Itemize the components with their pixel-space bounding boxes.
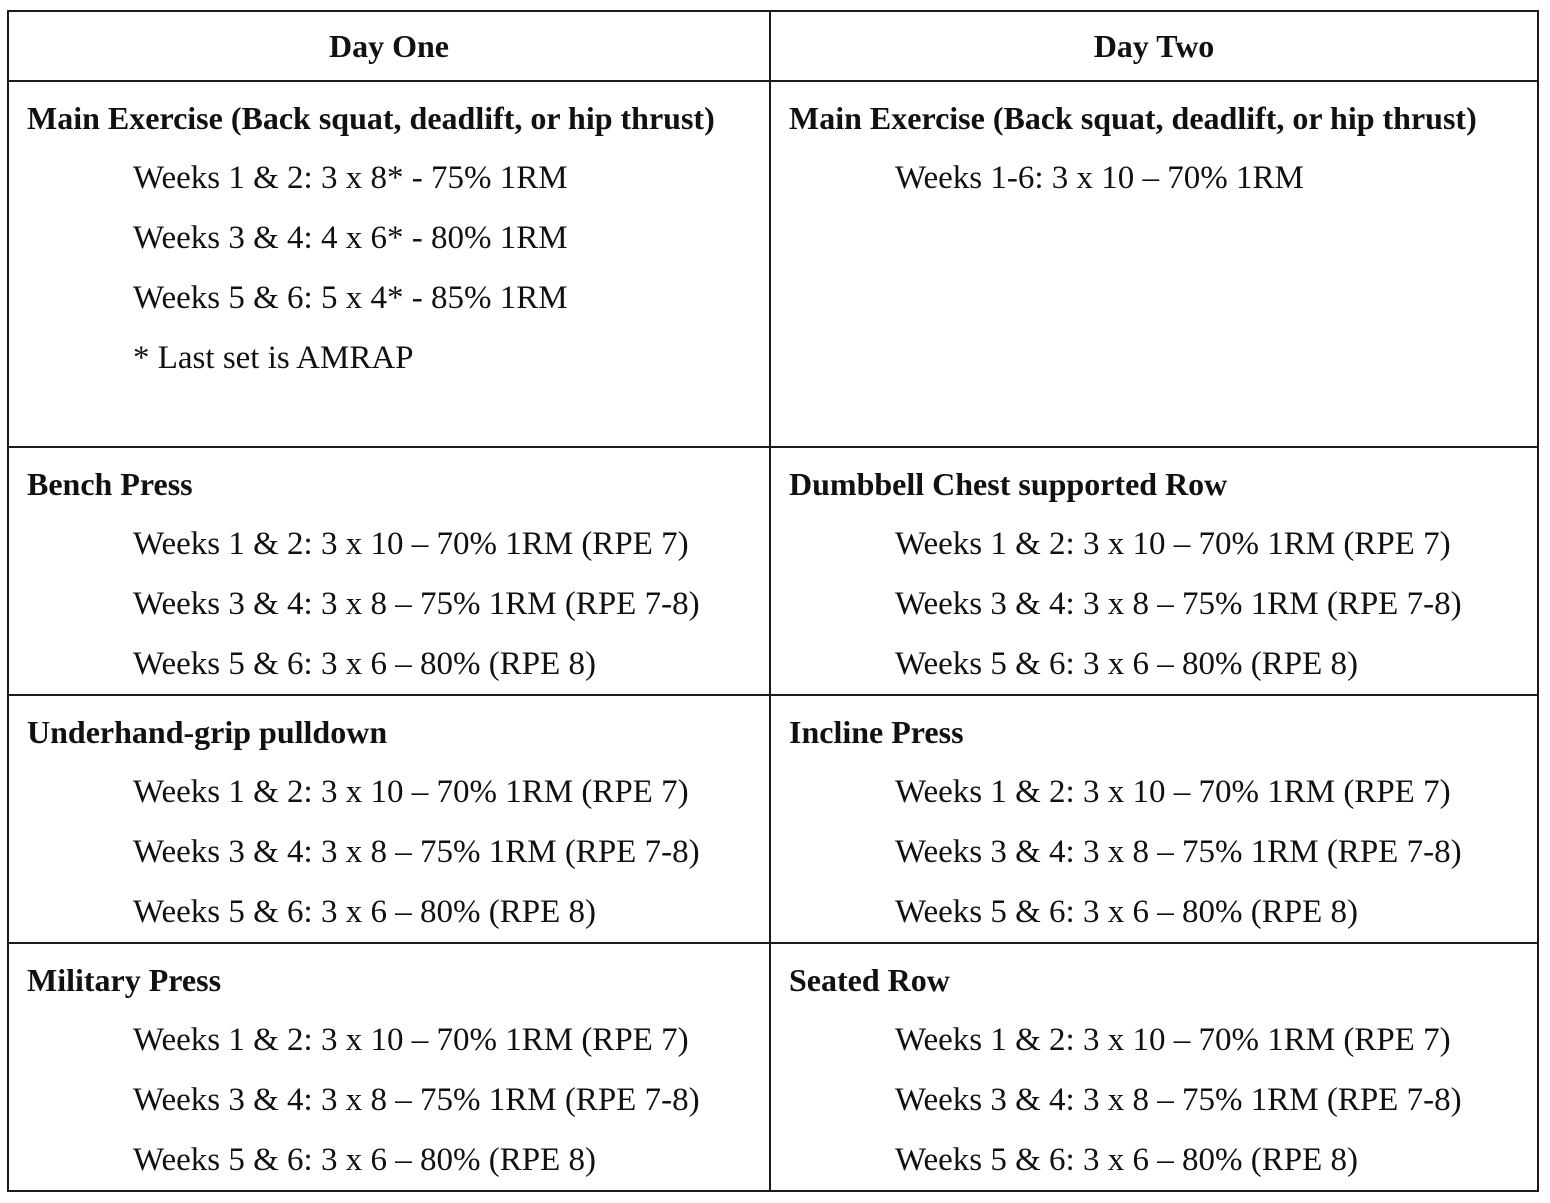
set-line: Weeks 1 & 2: 3 x 8* - 75% 1RM: [133, 160, 568, 196]
set-line: Weeks 3 & 4: 3 x 8 – 75% 1RM (RPE 7-8): [895, 1082, 1462, 1118]
set-line: Weeks 5 & 6: 3 x 6 – 80% (RPE 8): [133, 1142, 596, 1178]
exercise-title: Incline Press: [789, 714, 964, 750]
set-line: Weeks 1 & 2: 3 x 10 – 70% 1RM (RPE 7): [895, 1022, 1451, 1058]
exercise-title: Military Press: [27, 962, 222, 998]
set-line: Weeks 3 & 4: 4 x 6* - 80% 1RM: [133, 220, 568, 256]
day-one-cell: [8, 81, 770, 447]
set-line: Weeks 5 & 6: 5 x 4* - 85% 1RM: [133, 280, 568, 316]
set-line: Weeks 3 & 4: 3 x 8 – 75% 1RM (RPE 7-8): [133, 586, 700, 622]
table-row: [8, 447, 1538, 695]
set-line: Weeks 3 & 4: 3 x 8 – 75% 1RM (RPE 7-8): [133, 834, 700, 870]
day-two-cell: [770, 81, 1538, 447]
exercise-title: Bench Press: [27, 466, 193, 502]
set-line: Weeks 1 & 2: 3 x 10 – 70% 1RM (RPE 7): [133, 1022, 689, 1058]
table-row: [8, 695, 1538, 943]
exercise-title: Dumbbell Chest supported Row: [789, 466, 1228, 502]
table-row: [8, 943, 1538, 1191]
header-day-one: Day One: [8, 11, 770, 81]
set-line: Weeks 1 & 2: 3 x 10 – 70% 1RM (RPE 7): [895, 774, 1451, 810]
day-one-cell: [8, 943, 770, 1191]
day-two-cell: [770, 447, 1538, 695]
footnote-line: * Last set is AMRAP: [133, 340, 414, 376]
exercise-title: Underhand-grip pulldown: [27, 714, 388, 750]
set-line: Weeks 5 & 6: 3 x 6 – 80% (RPE 8): [133, 646, 596, 682]
set-line: Weeks 1 & 2: 3 x 10 – 70% 1RM (RPE 7): [133, 526, 689, 562]
set-line: Weeks 3 & 4: 3 x 8 – 75% 1RM (RPE 7-8): [895, 586, 1462, 622]
set-line: Weeks 5 & 6: 3 x 6 – 80% (RPE 8): [895, 1142, 1358, 1178]
set-line: Weeks 1 & 2: 3 x 10 – 70% 1RM (RPE 7): [895, 526, 1451, 562]
set-line: Weeks 5 & 6: 3 x 6 – 80% (RPE 8): [895, 894, 1358, 930]
set-line: Weeks 3 & 4: 3 x 8 – 75% 1RM (RPE 7-8): [895, 834, 1462, 870]
set-line: Weeks 1 & 2: 3 x 10 – 70% 1RM (RPE 7): [133, 774, 689, 810]
table-row: [8, 81, 1538, 447]
exercise-title: Seated Row: [789, 962, 950, 998]
set-line: Weeks 3 & 4: 3 x 8 – 75% 1RM (RPE 7-8): [133, 1082, 700, 1118]
day-one-cell: [8, 447, 770, 695]
table-header-row: [8, 11, 1538, 81]
set-line: Weeks 1-6: 3 x 10 – 70% 1RM: [895, 160, 1304, 196]
set-line: Weeks 5 & 6: 3 x 6 – 80% (RPE 8): [133, 894, 596, 930]
exercise-title: Main Exercise (Back squat, deadlift, or hip thrust): [27, 100, 715, 136]
day-two-cell: [770, 943, 1538, 1191]
header-day-two: Day Two: [770, 11, 1538, 81]
exercise-title: Main Exercise (Back squat, deadlift, or hip thrust): [789, 100, 1477, 136]
training-program-table: [7, 10, 1539, 1192]
day-two-cell: [770, 695, 1538, 943]
set-line: Weeks 5 & 6: 3 x 6 – 80% (RPE 8): [895, 646, 1358, 682]
day-one-cell: [8, 695, 770, 943]
